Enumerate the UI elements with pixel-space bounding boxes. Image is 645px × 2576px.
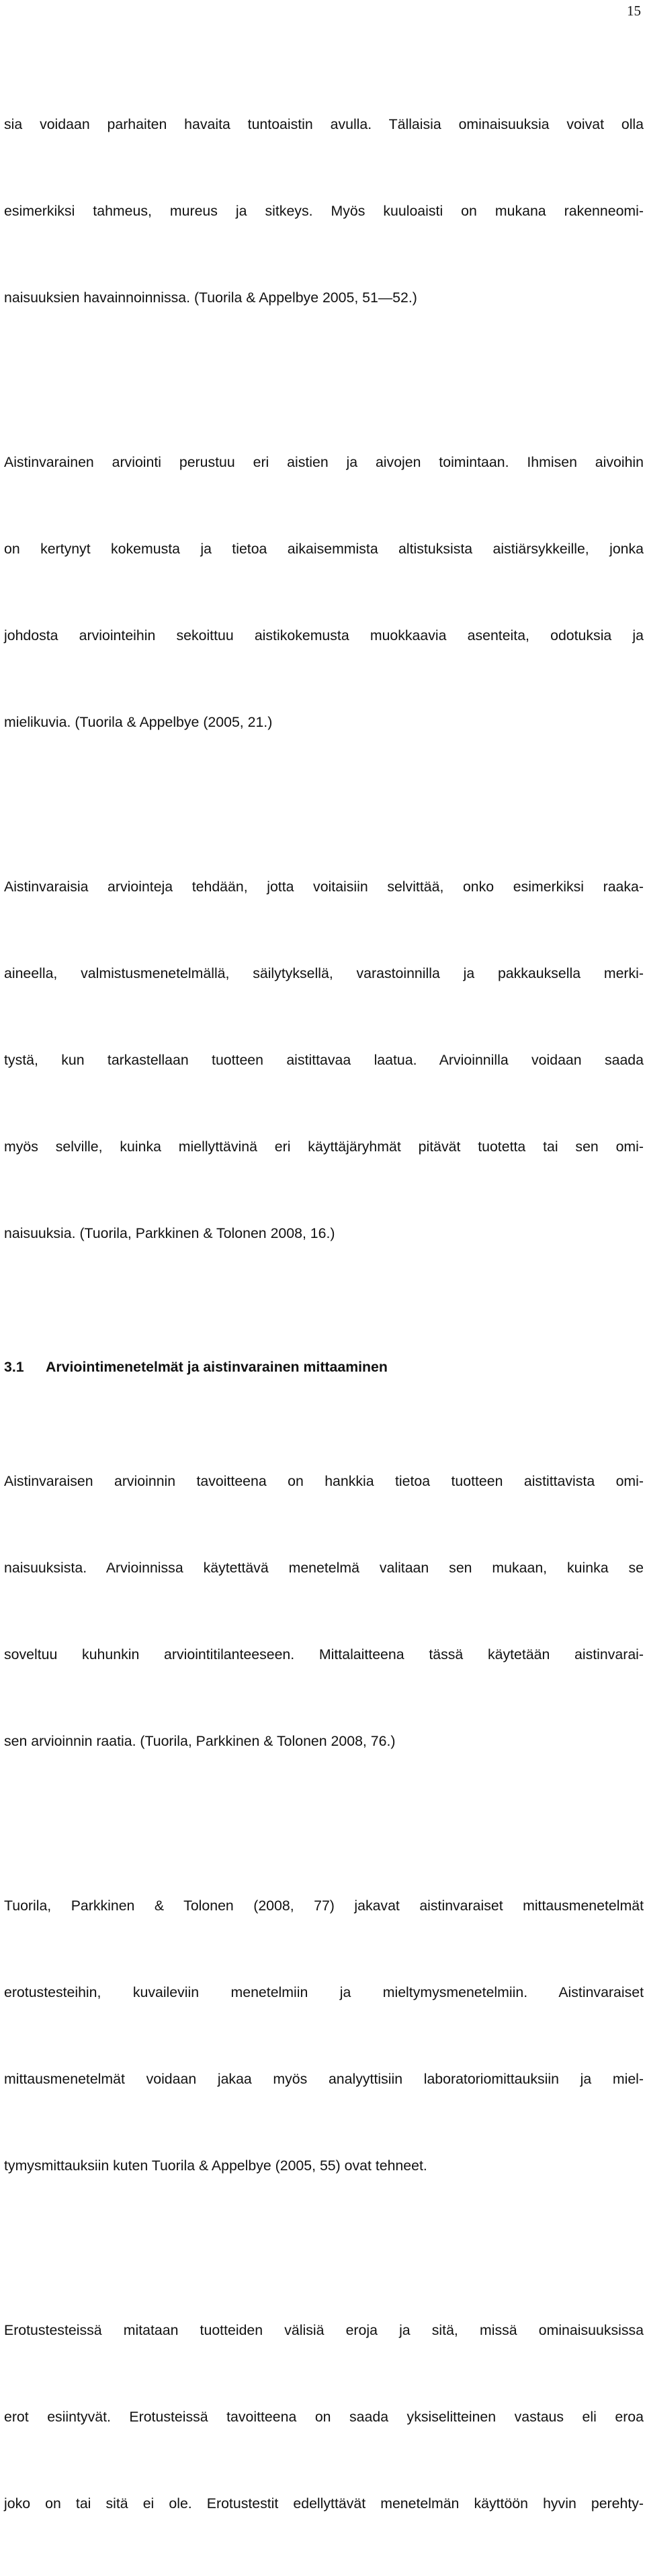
text-line: Aistinvaraisen arvioinnin tavoitteena on hankkia tietoa tuotteen aistittavista omi-: [4, 1473, 644, 1489]
text-line: aineella, valmistusmenetelmällä, säilytyksellä, varastoinnilla ja pakkauksella merki-: [4, 965, 644, 981]
section-number: 3.1: [4, 1359, 24, 1375]
paragraph: [4, 52, 644, 370]
text-line: soveltuu kuhunkin arviointitilanteeseen. Mittalaitteena tässä käytetään aistinvarai-: [4, 1646, 644, 1662]
text-line: naisuuksista. Arvioinnissa käytettävä menetelmä valitaan sen mukaan, kuinka se: [4, 1560, 644, 1576]
text-line: myös selville, kuinka miellyttävinä eri käyttäjäryhmät pitävät tuotetta tai sen omi-: [4, 1139, 644, 1155]
text-line: on kertynyt kokemusta ja tietoa aikaisemmista altistuksista aistiärsykkeille, jonka: [4, 541, 644, 557]
section-title: Arviointimenetelmät ja aistinvarainen mittaaminen: [46, 1359, 388, 1375]
text-line: Tuorila, Parkkinen & Tolonen (2008, 77) jakavat aistinvaraiset mittausmenetelmät: [4, 1898, 644, 1914]
text-line: sia voidaan parhaiten havaita tuntoaistin avulla. Tällaisia ominaisuuksia voivat olla: [4, 116, 644, 132]
page-number: 15: [627, 3, 641, 19]
section-heading: [4, 1353, 644, 1382]
paragraph: [4, 2258, 644, 2576]
text-line: tymysmittauksiin kuten Tuorila & Appelbye (2005, 55) ovat tehneet.: [4, 2158, 427, 2174]
text-line: erotustesteihin, kuvaileviin menetelmiin ja mieltymysmenetelmiin. Aistinvaraiset: [4, 1984, 644, 2000]
paragraph: [4, 390, 644, 795]
text-line: Erotustesteissä mitataan tuotteiden välisiä eroja ja sitä, missä ominaisuuksissa: [4, 2322, 644, 2338]
text-line: joko on tai sitä ei ole. Erotustestit edellyttävät menetelmän käyttöön hyvin perehty-: [4, 2495, 644, 2512]
paragraph: [4, 815, 644, 1306]
paragraph: [4, 1409, 644, 1814]
paragraph: [4, 1834, 644, 2238]
text-line: Aistinvarainen arviointi perustuu eri aistien ja aivojen toimintaan. Ihmisen aivoihin: [4, 454, 644, 470]
text-line: naisuuksia. (Tuorila, Parkkinen & Tolonen 2008, 16.): [4, 1225, 335, 1241]
document-body: [4, 52, 644, 2576]
text-line: johdosta arviointeihin sekoittuu aistikokemusta muokkaavia asenteita, odotuksia ja: [4, 627, 644, 643]
text-line: naisuuksien havainnoinnissa. (Tuorila & Appelbye 2005, 51—52.): [4, 290, 417, 306]
text-line: esimerkiksi tahmeus, mureus ja sitkeys. Myös kuuloaisti on mukana rakenneomi-: [4, 203, 644, 219]
text-line: mielikuvia. (Tuorila & Appelbye (2005, 21.): [4, 714, 273, 730]
text-line: erot esiintyvät. Erotusteissä tavoitteena on saada yksiselitteinen vastaus eli eroa: [4, 2409, 644, 2425]
text-line: Aistinvaraisia arviointeja tehdään, jotta voitaisiin selvittää, onko esimerkiksi raaka-: [4, 879, 644, 895]
text-line: mittausmenetelmät voidaan jakaa myös analyyttisiin laboratoriomittauksiin ja miel-: [4, 2071, 644, 2087]
text-line: tystä, kun tarkastellaan tuotteen aistittavaa laatua. Arvioinnilla voidaan saada: [4, 1052, 644, 1068]
text-line: sen arvioinnin raatia. (Tuorila, Parkkinen & Tolonen 2008, 76.): [4, 1733, 396, 1749]
